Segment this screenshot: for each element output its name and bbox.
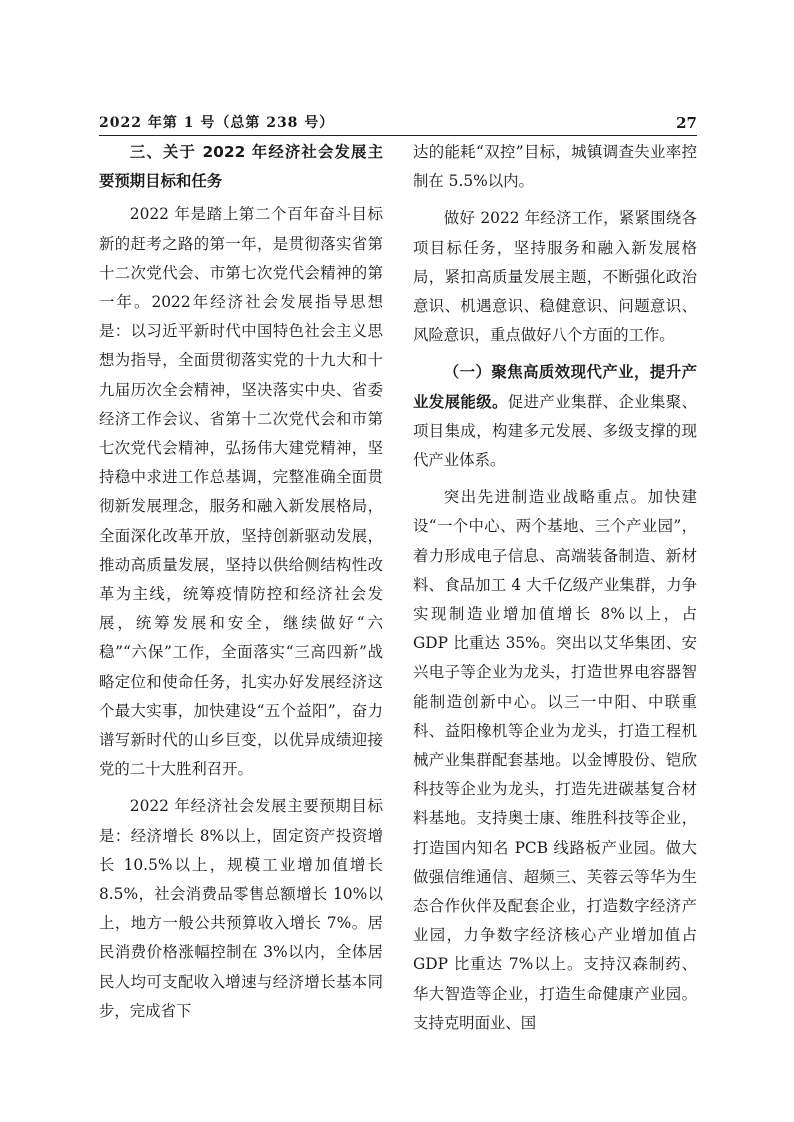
paragraph-subsection-one — [413, 358, 697, 475]
paragraph-targets-continued: 达的能耗“双控”目标，城镇调查失业率控制在 5.5%以内。 — [413, 143, 697, 191]
right-column — [413, 138, 697, 1038]
paragraph-manufacturing: 突出先进制造业战略重点。加快建设“一个中心、两个基地、三个产业园”，着力形成电子信息、高端装备制造、新材料、食品加工 4 大千亿级产业集群，力争实现制造业增加值增长 8%以上，占 GDP 比重达 35%。突出以艾华集团、安兴电子等企业为龙头，打造世界电容器智能制造创新中心。以三一中阳、中联重科、益阳橡机等企业为龙头，打造工程机械产业集群配套基地。以金博股份、铠欣科技等企业为龙头，打造先进碳基复合材料基地。支持奥士康、维胜科技等企业，打造国内知名 PCB 线路板产业园。做大做强信维通信、超频三、芙蓉云等华为生态合作伙伴及配套企业，打造数字经济产业园，力争数字经济核心产业增加值占 GDP 比重达 7%以上。支持汉森制药、华大智造等企业，打造生命健康产业园。支持克明面业、国 — [413, 488, 697, 1032]
header-rule — [99, 135, 697, 136]
subsection-heading-rest: 促进产业集群、企业集聚、项目集成，构建多元发展、多级支撑的现代产业体系。 — [413, 392, 697, 470]
page-number: 27 — [676, 114, 697, 132]
issue-label: 2022 年第 1 号（总第 238 号） — [99, 115, 335, 131]
section-heading: 三、关于 2022 年经济社会发展主要预期目标和任务 — [99, 143, 383, 191]
paragraph-work-focus: 做好 2022 年经济工作，紧紧围绕各项目标任务，坚持服务和融入新发展格局，紧扣高质量发展主题，不断强化政治意识、机遇意识、稳健意识、问题意识、风险意识，重点做好八个方面的工作。 — [413, 209, 697, 345]
paragraph-main-targets: 2022 年经济社会发展主要预期目标是：经济增长 8%以上，固定资产投资增长 10.5%以上，规模工业增加值增长 8.5%，社会消费品零售总额增长 10%以上，地方一般公共预算收入增长 7%。居民消费价格涨幅控制在 3%以内，全体居民人均可支配收入增速与经济增长基本同步，完成省下 — [99, 797, 383, 1020]
page-header — [99, 113, 697, 135]
subsection-heading: （一）聚焦高质效现代产业，提升产业发展能级。 — [413, 363, 697, 411]
paragraph-guiding-ideology: 2022 年是踏上第二个百年奋斗目标新的赶考之路的第一年，是贯彻落实省第十二次党代会、市第七次党代会精神的第一年。2022年经济社会发展指导思想是：以习近平新时代中国特色社会主义思想为指导，全面贯彻落实党的十九大和十九届历次全会精神，坚决落实中央、省委经济工作会议、省第十二次党代会和市第七次党代会精神，弘扬伟大建党精神，坚持稳中求进工作总基调，完整准确全面贯彻新发展理念，服务和融入新发展格局，全面深化改革开放，坚持创新驱动发展，推动高质量发展，坚持以供给侧结构性改革为主线，统筹疫情防控和经济社会发展，统筹发展和安全，继续做好“六稳”“六保”工作，全面落实“三高四新”战略定位和使命任务，扎实办好发展经济这个最大实事，加快建设“五个益阳”，奋力谱写新时代的山乡巨变，以优异成绩迎接党的二十大胜利召开。 — [99, 205, 383, 779]
left-column — [99, 138, 383, 1026]
